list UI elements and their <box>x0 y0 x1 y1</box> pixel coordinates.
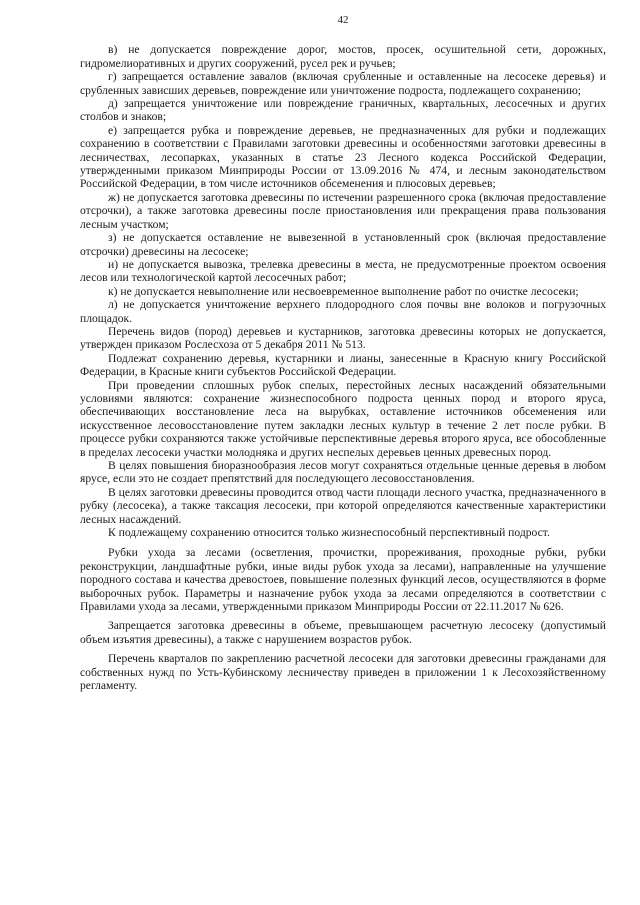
paragraph-volume-limit: Запрещается заготовка древесины в объеме, превышающем расчетную лесосеку (допустимый объем изъятия древесины), а также с нарушением возрастов рубок. <box>80 619 606 646</box>
paragraph-red-book: Подлежат сохранению деревья, кустарники и лианы, занесенные в Красную книгу Российской Федерации, в Красные книги субъектов Российской Федерации. <box>80 351 606 379</box>
paragraph-species-list: Перечень видов (пород) деревьев и кустарников, заготовка древесины которых не допускается, утвержден приказом Рослесхоза от 5 декабря 2011 № 513. <box>80 324 606 352</box>
paragraph-thinning: Рубки ухода за лесами (осветления, прочистки, прореживания, проходные рубки, рубки реконструкции, ландшафтные рубки, иные виды рубок ухода за лесами), направленные на улучшение породного состава и качества древостоев, повышение полезных функций лесов, осуществляются в форме выборочных рубок. Параметры и назначение рубок ухода за лесами определяются в соответствии с Правилами ухода за лесами, утвержденными приказом Минприроды России от 22.11.2017 № 626. <box>80 546 606 614</box>
paragraph-item-g: г) запрещается оставление завалов (включая срубленные и оставленные на лесосеке деревья) и срубленных зависших деревьев, повреждение или уничтожение подроста, подлежащего сохранению; <box>80 70 606 97</box>
paragraph-item-l: л) не допускается уничтожение верхнего плодородного слоя почвы вне волоков и погрузочных площадок. <box>80 298 606 325</box>
paragraph-quarters-list: Перечень кварталов по закреплению расчетной лесосеки для заготовки древесины гражданами для собственных нужд по Усть-Кубинскому лесничеству приведен в приложении 1 к Лесохозяйственному регламенту. <box>80 652 606 693</box>
paragraph-item-k: к) не допускается невыполнение или несвоевременное выполнение работ по очистке лесосеки; <box>108 284 579 298</box>
paragraph-item-zh: ж) не допускается заготовка древесины по истечении разрешенного срока (включая предоставление отсрочки), а также заготовка древесины после приостановления или прекращения права пользования лесным участком; <box>80 190 606 231</box>
paragraph-item-v: в) не допускается повреждение дорог, мостов, просек, осушительной сети, дорожных, гидромелиоративных и других сооружений, русел рек и ручьев; <box>80 43 606 70</box>
paragraph-item-i: и) не допускается вывозка, трелевка древесины в места, не предусмотренные проектом освоения лесов или технологической картой лесосечных работ; <box>80 257 606 285</box>
paragraph-biodiversity: В целях повышения биоразнообразия лесов могут сохраняться отдельные ценные деревья в любом ярусе, если это не создает препятствий для последующего лесовосстановления. <box>80 459 606 486</box>
page-number: 42 <box>337 14 349 26</box>
paragraph-item-z: з) не допускается оставление не вывезенной в установленный срок (включая предоставление отсрочки) древесины на лесосеке; <box>80 231 606 258</box>
paragraph-allotment: В целях заготовки древесины проводится отвод части площади лесного участка, предназначенного в рубку (лесосека), а также таксация лесосеки, при которой определяются качественные характеристики лесных насаждений. <box>80 485 606 526</box>
paragraph-item-e: е) запрещается рубка и повреждение деревьев, не предназначенных для рубки и подлежащих сохранению в соответствии с Правилами заготовки древесины и особенностями заготовки древесины в лесничествах, лесопарках, указанных в статье 23 Лесного кодекса Российской Федерации, утвержденными приказом Минприроды России от 13.09.2016 № 474, и лесным законодательством Российской Федерации, в том числе источников обсеменения и плюсовых деревьев; <box>80 123 606 191</box>
paragraph-undergrowth: К подлежащему сохранению относится только жизнеспособный перспективный подрост. <box>108 526 550 540</box>
paragraph-item-d: д) запрещается уничтожение или повреждение граничных, квартальных, лесосечных и других столбов и знаков; <box>80 97 606 124</box>
paragraph-clear-cutting: При проведении сплошных рубок спелых, перестойных лесных насаждений обязательными условиями являются: сохранение жизнеспособного подроста ценных пород и второго яруса, обеспечивающих восстановление леса на вырубках, оставление источников обсеменения или искусственное лесовосстановление путем закладки лесных культур в течение 2 лет после рубки. В процессе рубки сохраняются также устойчивые перспективные деревья второго яруса, все обособленные в пределах лесосеки участки молодняка и других неспелых деревьев ценных древесных пород. <box>80 378 606 459</box>
